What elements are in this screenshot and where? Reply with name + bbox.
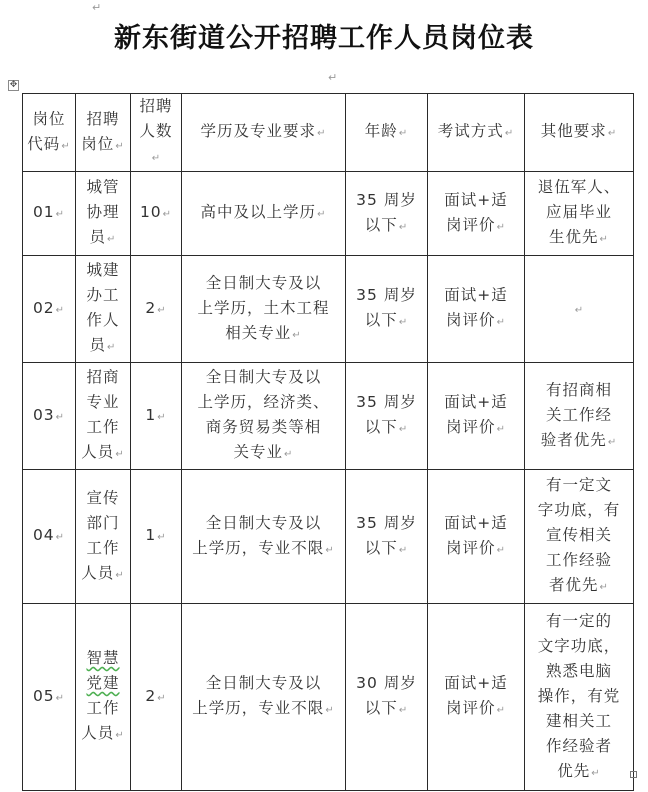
cell-position — [76, 604, 131, 791]
cell-other-line: 关工作经 — [545, 405, 612, 424]
cell-other-line: 宣传相关 — [545, 526, 612, 544]
header-cell-count-line: 招聘 — [139, 97, 173, 115]
position-table — [22, 93, 634, 791]
document-title: 新东街道公开招聘工作人员岗位表 — [114, 23, 534, 54]
header-cell-age-line: 年龄 — [364, 122, 398, 140]
header-cell-count-line: 人数 — [139, 122, 173, 140]
header-cell-other — [525, 94, 634, 172]
table-row — [23, 256, 634, 363]
cell-education-line: 上学历，专业不限 — [192, 699, 325, 717]
cell-other-line: 字功底，有 — [537, 501, 621, 519]
cell-age — [346, 470, 428, 604]
cell-other-line: 优先 — [557, 761, 591, 780]
table-row — [23, 172, 634, 256]
cell-code-line: 02 — [32, 298, 55, 317]
cell-other-line: 验者优先 — [540, 430, 607, 449]
cell-count-line: 1 — [145, 405, 157, 424]
cell-education-line: 高中及以上学历 — [200, 203, 317, 221]
cell-position-line: 党建 — [86, 674, 120, 692]
cell-education — [182, 470, 346, 604]
cell-other-line: 工作经验 — [545, 551, 612, 569]
cell-age-line: 以下 — [364, 699, 398, 717]
cell-age-line: 35 周岁 — [356, 393, 417, 411]
header-cell-position-line: 岗位 — [81, 134, 115, 153]
cell-other-line: 操作，有党 — [537, 686, 621, 705]
cell-count — [131, 604, 182, 791]
cell-count-line: 2 — [145, 686, 157, 705]
header-cell-education-line: 学历及专业要求 — [200, 122, 317, 140]
cell-other-line: 者优先 — [549, 576, 599, 594]
cell-position — [76, 256, 131, 363]
cell-count — [131, 363, 182, 470]
paragraph-mark-top: ↵ — [92, 1, 102, 14]
header-cell-education — [182, 94, 346, 172]
cell-count-line: 1 — [145, 526, 157, 544]
header-cell-count — [131, 94, 182, 172]
cell-exam — [428, 256, 525, 363]
header-cell-code — [23, 94, 76, 172]
cell-position-line: 办工 — [86, 286, 120, 304]
cell-age-line: 35 周岁 — [356, 190, 417, 209]
cell-code — [23, 256, 76, 363]
cell-exam-line: 岗评价 — [446, 418, 496, 436]
cell-position-line: 部门 — [86, 513, 120, 532]
table-row — [23, 470, 634, 604]
cell-age-line: 以下 — [364, 215, 398, 234]
cell-age-line: 35 周岁 — [356, 513, 417, 532]
header-cell-code-line: 岗位 — [32, 109, 66, 128]
paragraph-mark-after-title: ↵ — [328, 71, 338, 84]
cell-position-line: 城管 — [86, 178, 120, 196]
cell-position-line: 智慧 — [86, 649, 120, 667]
cell-count — [131, 256, 182, 363]
cell-other — [525, 172, 634, 256]
cell-other-line: 有招商相 — [545, 380, 612, 399]
cell-position-line: 工作 — [86, 699, 120, 717]
cell-position-line: 专业 — [86, 393, 120, 411]
cell-code — [23, 604, 76, 791]
cell-age — [346, 172, 428, 256]
cell-age-line: 以下 — [364, 418, 398, 436]
cell-position-line: 工作 — [86, 538, 120, 557]
cell-exam-line: 面试+适 — [444, 190, 508, 209]
cell-position — [76, 172, 131, 256]
cell-code — [23, 363, 76, 470]
cell-exam-line: 面试+适 — [444, 286, 508, 304]
cell-exam-line: 岗评价 — [446, 215, 496, 234]
cell-position-line: 人员 — [81, 563, 115, 582]
cell-code-line: 04 — [32, 526, 55, 544]
cell-exam-line: 面试+适 — [444, 513, 508, 532]
cell-education — [182, 363, 346, 470]
cell-count — [131, 172, 182, 256]
cell-education-line: 商务贸易类等相 — [205, 418, 322, 436]
cell-position-line: 人员 — [81, 443, 115, 461]
cell-position-line: 宣传 — [86, 488, 120, 507]
header-cell-code-line: 代码 — [27, 134, 61, 153]
cell-education-line: 相关专业 — [225, 323, 292, 342]
cell-code — [23, 470, 76, 604]
cell-other-line: 有一定文 — [545, 476, 612, 494]
cell-other-line: 退伍军人、 — [537, 178, 621, 196]
table-header-row — [23, 94, 634, 172]
cell-education-line: 全日制大专及以 — [205, 513, 322, 532]
cell-position-line: 员 — [89, 336, 107, 354]
cell-education — [182, 256, 346, 363]
cell-position — [76, 363, 131, 470]
header-cell-exam — [428, 94, 525, 172]
cell-exam-line: 岗评价 — [446, 699, 496, 717]
cell-exam-line: 岗评价 — [446, 538, 496, 557]
cell-education-line: 上学历，专业不限 — [192, 538, 325, 557]
cell-exam-line: 岗评价 — [446, 311, 496, 329]
cell-other-line: 应届毕业 — [545, 203, 612, 221]
cell-code-line: 01 — [32, 203, 55, 221]
cell-education-line: 关专业 — [233, 443, 284, 461]
cell-position-line: 城建 — [86, 261, 120, 279]
cell-position-line: 协理 — [86, 203, 120, 221]
cell-other — [525, 470, 634, 604]
cell-position-line: 招商 — [86, 368, 120, 386]
header-cell-exam-line: 考试方式 — [437, 122, 504, 140]
table-resize-handle-icon[interactable] — [630, 771, 637, 778]
cell-exam-line: 面试+适 — [444, 674, 508, 692]
cell-code — [23, 172, 76, 256]
cell-code-line: 05 — [32, 686, 55, 705]
table-move-handle-icon[interactable]: ✥ — [9, 80, 18, 90]
cell-education-line: 上学历，土木工程 — [197, 298, 330, 317]
cell-other-line: 建相关工 — [545, 711, 612, 730]
table-row — [23, 363, 634, 470]
cell-count — [131, 470, 182, 604]
cell-count-line: 2 — [145, 298, 157, 317]
cell-age — [346, 604, 428, 791]
cell-other-line: 生优先 — [549, 228, 599, 246]
cell-exam — [428, 172, 525, 256]
cell-education — [182, 172, 346, 256]
cell-education-line: 全日制大专及以 — [205, 674, 322, 692]
cell-age — [346, 256, 428, 363]
cell-code-line: 03 — [32, 405, 55, 424]
header-cell-other-line: 其他要求 — [540, 122, 607, 140]
cell-other-line: 有一定的 — [545, 611, 612, 630]
cell-count-line: 10 — [139, 203, 162, 221]
cell-position-line: 员 — [89, 228, 107, 246]
cell-education-line: 全日制大专及以 — [205, 273, 322, 292]
cell-age-line: 35 周岁 — [356, 286, 417, 304]
cell-position — [76, 470, 131, 604]
cell-other — [525, 363, 634, 470]
cell-other — [525, 604, 634, 791]
cell-other-line: 熟悉电脑 — [545, 661, 612, 680]
cell-position-line: 工作 — [86, 418, 120, 436]
cell-age-line: 30 周岁 — [356, 674, 417, 692]
cell-age-line: 以下 — [364, 311, 398, 329]
cell-age — [346, 363, 428, 470]
cell-age-line: 以下 — [364, 538, 398, 557]
header-cell-position-line: 招聘 — [86, 109, 120, 128]
cell-exam-line: 面试+适 — [444, 393, 508, 411]
cell-other-line: 作经验者 — [545, 736, 612, 755]
cell-education-line: 全日制大专及以 — [205, 368, 322, 386]
cell-other — [525, 256, 634, 363]
cell-exam — [428, 363, 525, 470]
cell-exam — [428, 470, 525, 604]
cell-position-line: 作人 — [86, 311, 120, 329]
cell-education — [182, 604, 346, 791]
header-cell-position — [76, 94, 131, 172]
cell-position-line: 人员 — [81, 724, 115, 742]
header-cell-age — [346, 94, 428, 172]
table-row — [23, 604, 634, 791]
cell-exam — [428, 604, 525, 791]
cell-education-line: 上学历，经济类、 — [197, 393, 330, 411]
cell-other-line: 文字功底， — [537, 636, 621, 655]
